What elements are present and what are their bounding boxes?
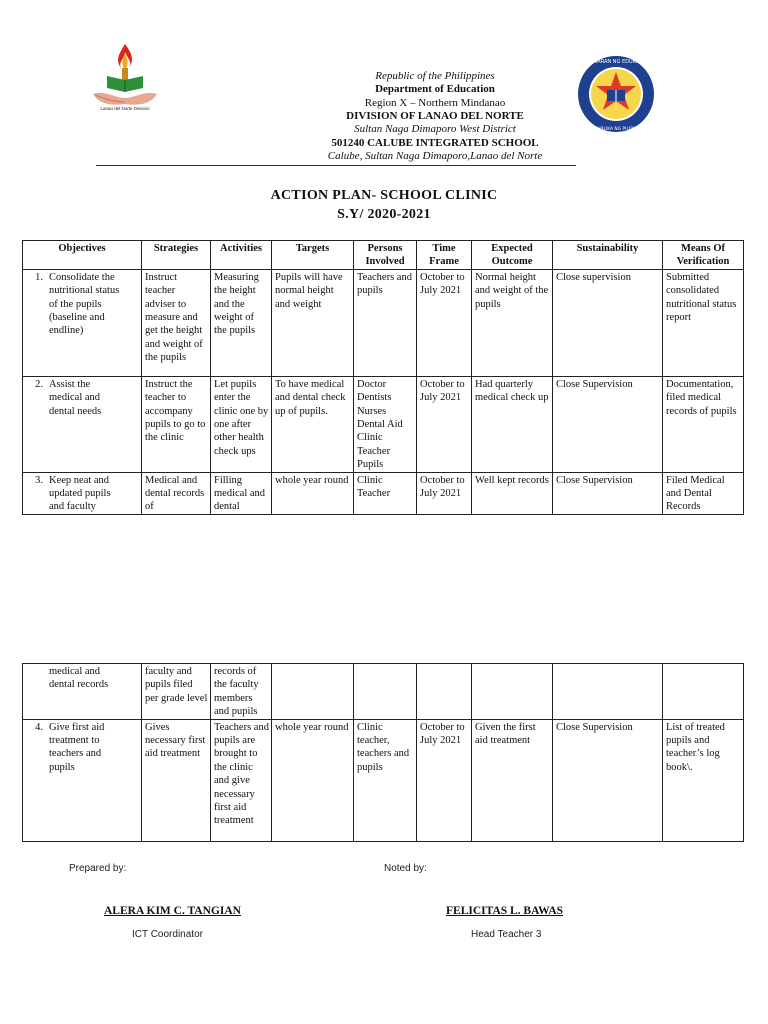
col-targets: Targets (272, 241, 354, 270)
seal-top-text: KAGAWARAN NG EDUKASYON (579, 59, 653, 65)
table-row (23, 376, 744, 472)
preparer-title: ICT Coordinator (132, 929, 203, 940)
department-line: Department of Education (375, 83, 495, 95)
strategy-cell: Gives necessary first aid treatment (142, 719, 211, 841)
activity-cell: Filling medical and dental (211, 472, 272, 514)
address-line: Calube, Sultan Naga Dimaporo,Lanao del Norte (327, 150, 543, 162)
action-plan-table (22, 240, 744, 515)
time-cell: October to July 2021 (417, 376, 472, 472)
persons-cell: Clinic teacher, teachers and pupils (354, 719, 417, 841)
table-row (23, 719, 744, 841)
means-cell: Submitted consolidated nutritional status report (663, 269, 744, 376)
outcome-cell: Normal height and weight of the pupils (472, 269, 553, 376)
sustain-cell: Close Supervision (553, 376, 663, 472)
division-line: DIVISION OF LANAO DEL NORTE (346, 110, 524, 122)
target-cell: whole year round (272, 719, 354, 841)
col-time-frame: Time Frame (417, 241, 472, 270)
outcome-cell (472, 664, 553, 720)
persons-cell: Teachers and pupils (354, 269, 417, 376)
outcome-cell: Given the first aid treatment (472, 719, 553, 841)
table-row (23, 269, 744, 376)
prepared-by-label: Prepared by: (69, 863, 127, 874)
outcome-cell: Well kept records (472, 472, 553, 514)
school-line: 501240 CALUBE INTEGRATED SCHOOL (331, 137, 539, 149)
school-year: S.Y/ 2020-2021 (337, 207, 431, 222)
republic-line: Republic of the Philippines (375, 70, 495, 82)
sustain-cell: Close Supervision (553, 472, 663, 514)
objective-cell: 3. Keep neat and updated pupils and faculty (23, 472, 142, 514)
strategy-cell: faculty and pupils filed per grade level (142, 664, 211, 720)
target-cell (272, 664, 354, 720)
objective-cell: 2. Assist the medical and dental needs (23, 376, 142, 472)
time-cell (417, 664, 472, 720)
target-cell: To have medical and dental check up of pupils. (272, 376, 354, 472)
table-row (23, 664, 744, 720)
region-line: Region X – Northern Mindanao (364, 97, 506, 109)
district-line: Sultan Naga Dimaporo West District (354, 123, 516, 135)
means-cell: Documentation, filed medical records of pupils (663, 376, 744, 472)
activity-cell: Teachers and pupils are brought to the clinic and give necessary first aid treatment (211, 719, 272, 841)
strategy-cell: Instruct teacher adviser to measure and get the height and weight of the pupils (142, 269, 211, 376)
doc-title: ACTION PLAN- SCHOOL CLINIC (270, 188, 498, 203)
means-cell (663, 664, 744, 720)
col-sustainability: Sustainability (553, 241, 663, 270)
persons-cell (354, 664, 417, 720)
strategy-cell: Instruct the teacher to accompany pupils to go to the clinic (142, 376, 211, 472)
strategy-cell: Medical and dental records of (142, 472, 211, 514)
noter-title: Head Teacher 3 (471, 929, 542, 940)
persons-cell: Clinic Teacher (354, 472, 417, 514)
noted-by-label: Noted by: (384, 863, 427, 874)
sustain-cell: Close supervision (553, 269, 663, 376)
means-cell: List of treated pupils and teacher’s log book\. (663, 719, 744, 841)
objective-cell: 1. Consolidate the nutritional status of the pupils (baseline and endline) (23, 269, 142, 376)
time-cell: October to July 2021 (417, 472, 472, 514)
noter-name: FELICITAS L. BAWAS (446, 905, 564, 917)
objective-cell: medical and dental records (23, 664, 142, 720)
activity-cell: records of the faculty members and pupils (211, 664, 272, 720)
sustain-cell: Close Supervision (553, 719, 663, 841)
time-cell: October to July 2021 (417, 269, 472, 376)
means-cell: Filed Medical and Dental Records (663, 472, 744, 514)
left-logo-caption: Lanao del Norte Division (100, 106, 150, 111)
outcome-cell: Had quarterly medical check up (472, 376, 553, 472)
activity-cell: Measuring the height and the weight of the pupils (211, 269, 272, 376)
col-strategies: Strategies (142, 241, 211, 270)
target-cell: whole year round (272, 472, 354, 514)
sustain-cell (553, 664, 663, 720)
col-expected-outcome: Expected Outcome (472, 241, 553, 270)
col-activities: Activities (211, 241, 272, 270)
preparer-name: ALERA KIM C. TANGIAN (104, 905, 241, 917)
time-cell: October to July 2021 (417, 719, 472, 841)
persons-cell: Doctor Dentists Nurses Dental Aid Clinic Teacher Pupils (354, 376, 417, 472)
objective-cell: 4. Give first aid treatment to teachers and pupils (23, 719, 142, 841)
activity-cell: Let pupils enter the clinic one by one after other health check ups (211, 376, 272, 472)
table-row (23, 472, 744, 514)
col-means: Means Of Verification (663, 241, 744, 270)
col-objectives: Objectives (23, 241, 142, 270)
target-cell: Pupils will have normal height and weight (272, 269, 354, 376)
col-persons: Persons Involved (354, 241, 417, 270)
seal-bottom-text: REPUBLIKA NG PILIPINAS (588, 127, 644, 132)
action-plan-table-continued (22, 663, 744, 842)
header-divider (96, 165, 576, 166)
table-header-row (23, 241, 744, 270)
